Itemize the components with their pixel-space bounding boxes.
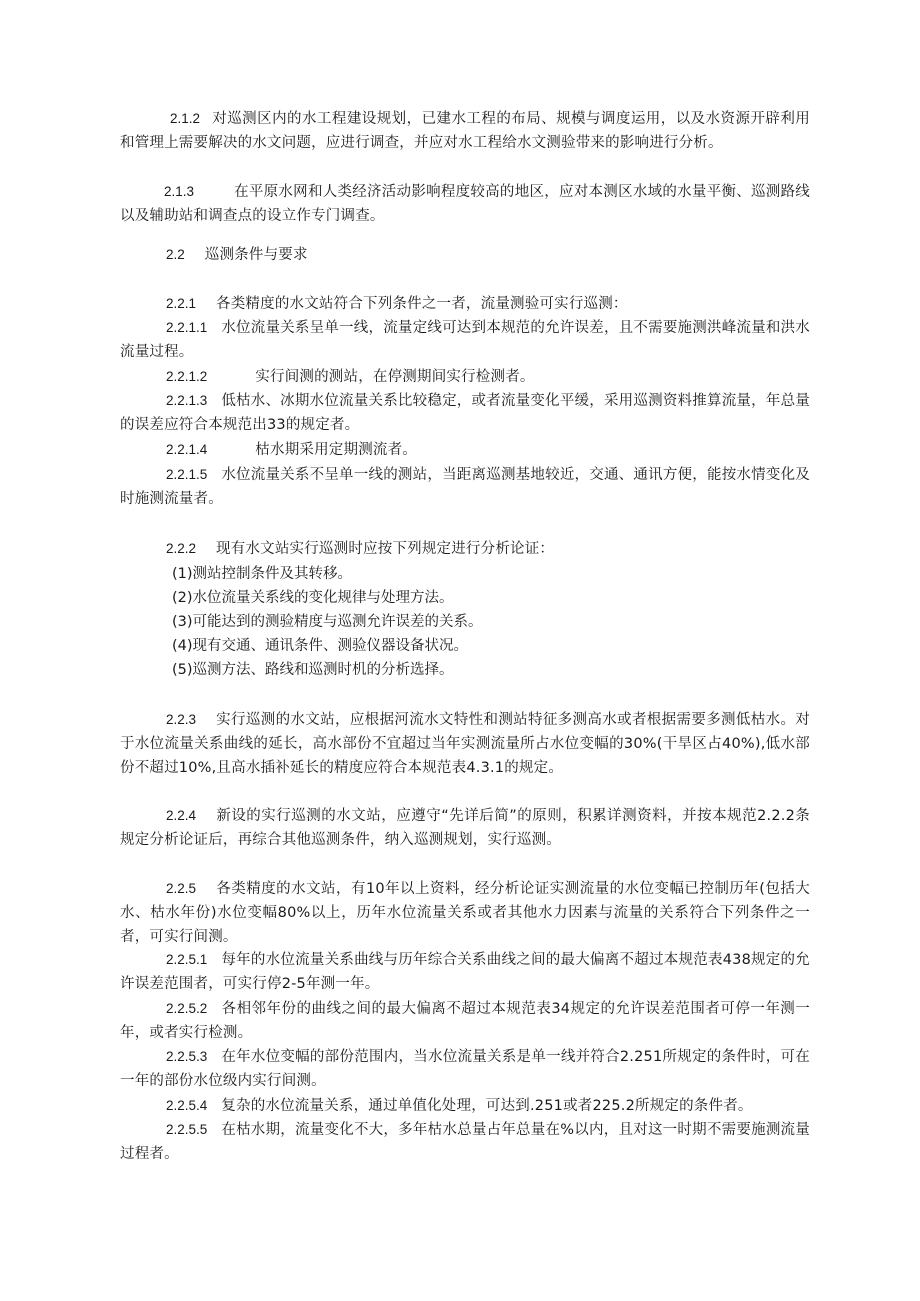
- clause-text: 在年水位变幅的部份范围内，当水位流量关系是单一线并符合2.251所规定的条件时，可在一年的部份水位级内实行间测。: [120, 1049, 810, 1089]
- clause-text: 实行间测的测站，在停测期间实行检测者。: [255, 369, 535, 385]
- clause-number: 2.1.2: [170, 111, 201, 126]
- clause-number: 2.2: [166, 247, 185, 262]
- section-title: 巡测条件与要求: [204, 247, 308, 263]
- paragraph-2-2-1-4: [120, 438, 810, 462]
- clause-text: 在枯水期，流量变化不大，多年枯水总量占年总量在%以内，且对这一时期不需要施测流量过程者。: [120, 1122, 810, 1162]
- paragraph-2-2-5: [120, 877, 810, 949]
- list-item: (1)测站控制条件及其转移。: [172, 566, 353, 582]
- clause-number: 2.2.1.5: [166, 467, 208, 482]
- clause-text: 水位流量关系不呈单一线的测站，当距离巡测基地较近，交通、通讯方便，能按水情变化及时施测流量者。: [120, 467, 810, 507]
- paragraph-2-2-3: [120, 708, 810, 780]
- clause-text: 水位流量关系呈单一线，流量定线可达到本规范的允许误差，且不需要施测洪峰流量和洪水流量过程。: [120, 320, 810, 360]
- clause-text: 现有水文站实行巡测时应按下列规定进行分析论证：: [216, 541, 555, 557]
- clause-number: 2.2.1.3: [166, 393, 208, 408]
- clause-text: 各相邻年份的曲线之间的最大偏离不超过本规范表34规定的允许误差范围者可停一年测一年，或者实行检测。: [120, 1001, 810, 1041]
- paragraph-2-2-5-2: [120, 997, 810, 1045]
- clause-text: 低枯水、冰期水位流量关系比较稳定，或者流量变化平缓，采用巡测资料推算流量，年总量的误差应符合本规范出33的规定者。: [120, 393, 810, 433]
- clause-text: 每年的水位流量关系曲线与历年综合关系曲线之间的最大偏离不超过本规范表438规定的允许误差范围者，可实行停2-5年测一年。: [120, 952, 810, 992]
- clause-number: 2.2.1.2: [166, 369, 208, 384]
- clause-text: 新设的实行巡测的水文站，应遵守“先详后简”的原则，积累详测资料，并按本规范2.2.2条规定分析论证后，再综合其他巡测条件，纳入巡测规划，实行巡测。: [120, 808, 810, 848]
- clause-text: 实行巡测的水文站，应根据河流水文特性和测站特征多测高水或者根据需要多测低枯水。对于水位流量关系曲线的延长，高水部份不宜超过当年实测流量所占水位变幅的30%(干旱区占40%),低水部份不超过10%,且高水插补延长的精度应符合本规范表4.3.1的规定。: [120, 712, 810, 776]
- list-item: (5)巡测方法、路线和巡测时机的分析选择。: [172, 662, 454, 678]
- clause-number: 2.2.1: [166, 296, 197, 311]
- clause-text: 对巡测区内的水工程建设规划，已建水工程的布局、规模与调度运用，以及水资源开辟利用和管理上需要解决的水文问题，应进行调查，并应对水工程给水文测验带来的影响进行分析。: [120, 111, 810, 151]
- list-item: (4)现有交通、通讯条件、测验仪器设备状况。: [172, 638, 469, 654]
- paragraph-2-2-5-5: [120, 1118, 810, 1166]
- clause-number: 2.1.3: [164, 184, 195, 199]
- clause-number: 2.2.1.4: [166, 442, 208, 457]
- clause-text: 复杂的水位流量关系，通过单值化处理，可达到.251或者225.2所规定的条件者。: [221, 1098, 753, 1114]
- list-item: (2)水位流量关系线的变化规律与处理方法。: [172, 590, 454, 606]
- clause-number: 2.2.2: [166, 541, 197, 556]
- clause-text: 枯水期采用定期测流者。: [255, 442, 417, 458]
- paragraph-2-2-4: [120, 804, 810, 852]
- clause-number: 2.2.3: [166, 712, 197, 727]
- paragraph-2-2-5-1: [120, 948, 810, 996]
- paragraph-2-2-5-3: [120, 1045, 810, 1093]
- clause-text: 各类精度的水文站符合下列条件之一者，流量测验可实行巡测：: [216, 296, 628, 312]
- clause-number: 2.2.5.2: [166, 1001, 208, 1016]
- paragraph-2-2-2: [120, 537, 810, 561]
- clause-number: 2.2.5: [166, 881, 197, 896]
- paragraph-2-2-1: [120, 292, 810, 316]
- clause-number: 2.2.5.5: [166, 1122, 208, 1137]
- section-heading-2-2: [120, 243, 810, 267]
- paragraph-2-2-1-3: [120, 389, 810, 437]
- paragraph-2-2-1-1: [120, 316, 810, 364]
- clause-number: 2.2.1.1: [166, 320, 208, 335]
- paragraph-2-1-2: [120, 107, 810, 155]
- paragraph-2-2-1-2: [120, 365, 810, 389]
- clause-text: 在平原水网和人类经济活动影响程度较高的地区，应对本测区水域的水量平衡、巡测路线以及辅助站和调查点的设立作专门调查。: [120, 184, 810, 224]
- clause-number: 2.2.5.3: [166, 1049, 208, 1064]
- paragraph-2-1-3: [120, 180, 810, 228]
- paragraph-2-2-1-5: [120, 463, 810, 511]
- list-item: (3)可能达到的测验精度与巡测允许误差的关系。: [172, 614, 483, 630]
- paragraph-2-2-5-4: [120, 1094, 810, 1118]
- clause-text: 各类精度的水文站，有10年以上资料，经分析论证实测流量的水位变幅已控制历年(包括大水、枯水年份)水位变幅80%以上，历年水位流量关系或者其他水力因素与流量的关系符合下列条件之一者，可实行间测。: [120, 881, 810, 945]
- clause-number: 2.2.5.4: [166, 1098, 208, 1113]
- clause-number: 2.2.5.1: [166, 952, 208, 967]
- clause-number: 2.2.4: [166, 808, 197, 823]
